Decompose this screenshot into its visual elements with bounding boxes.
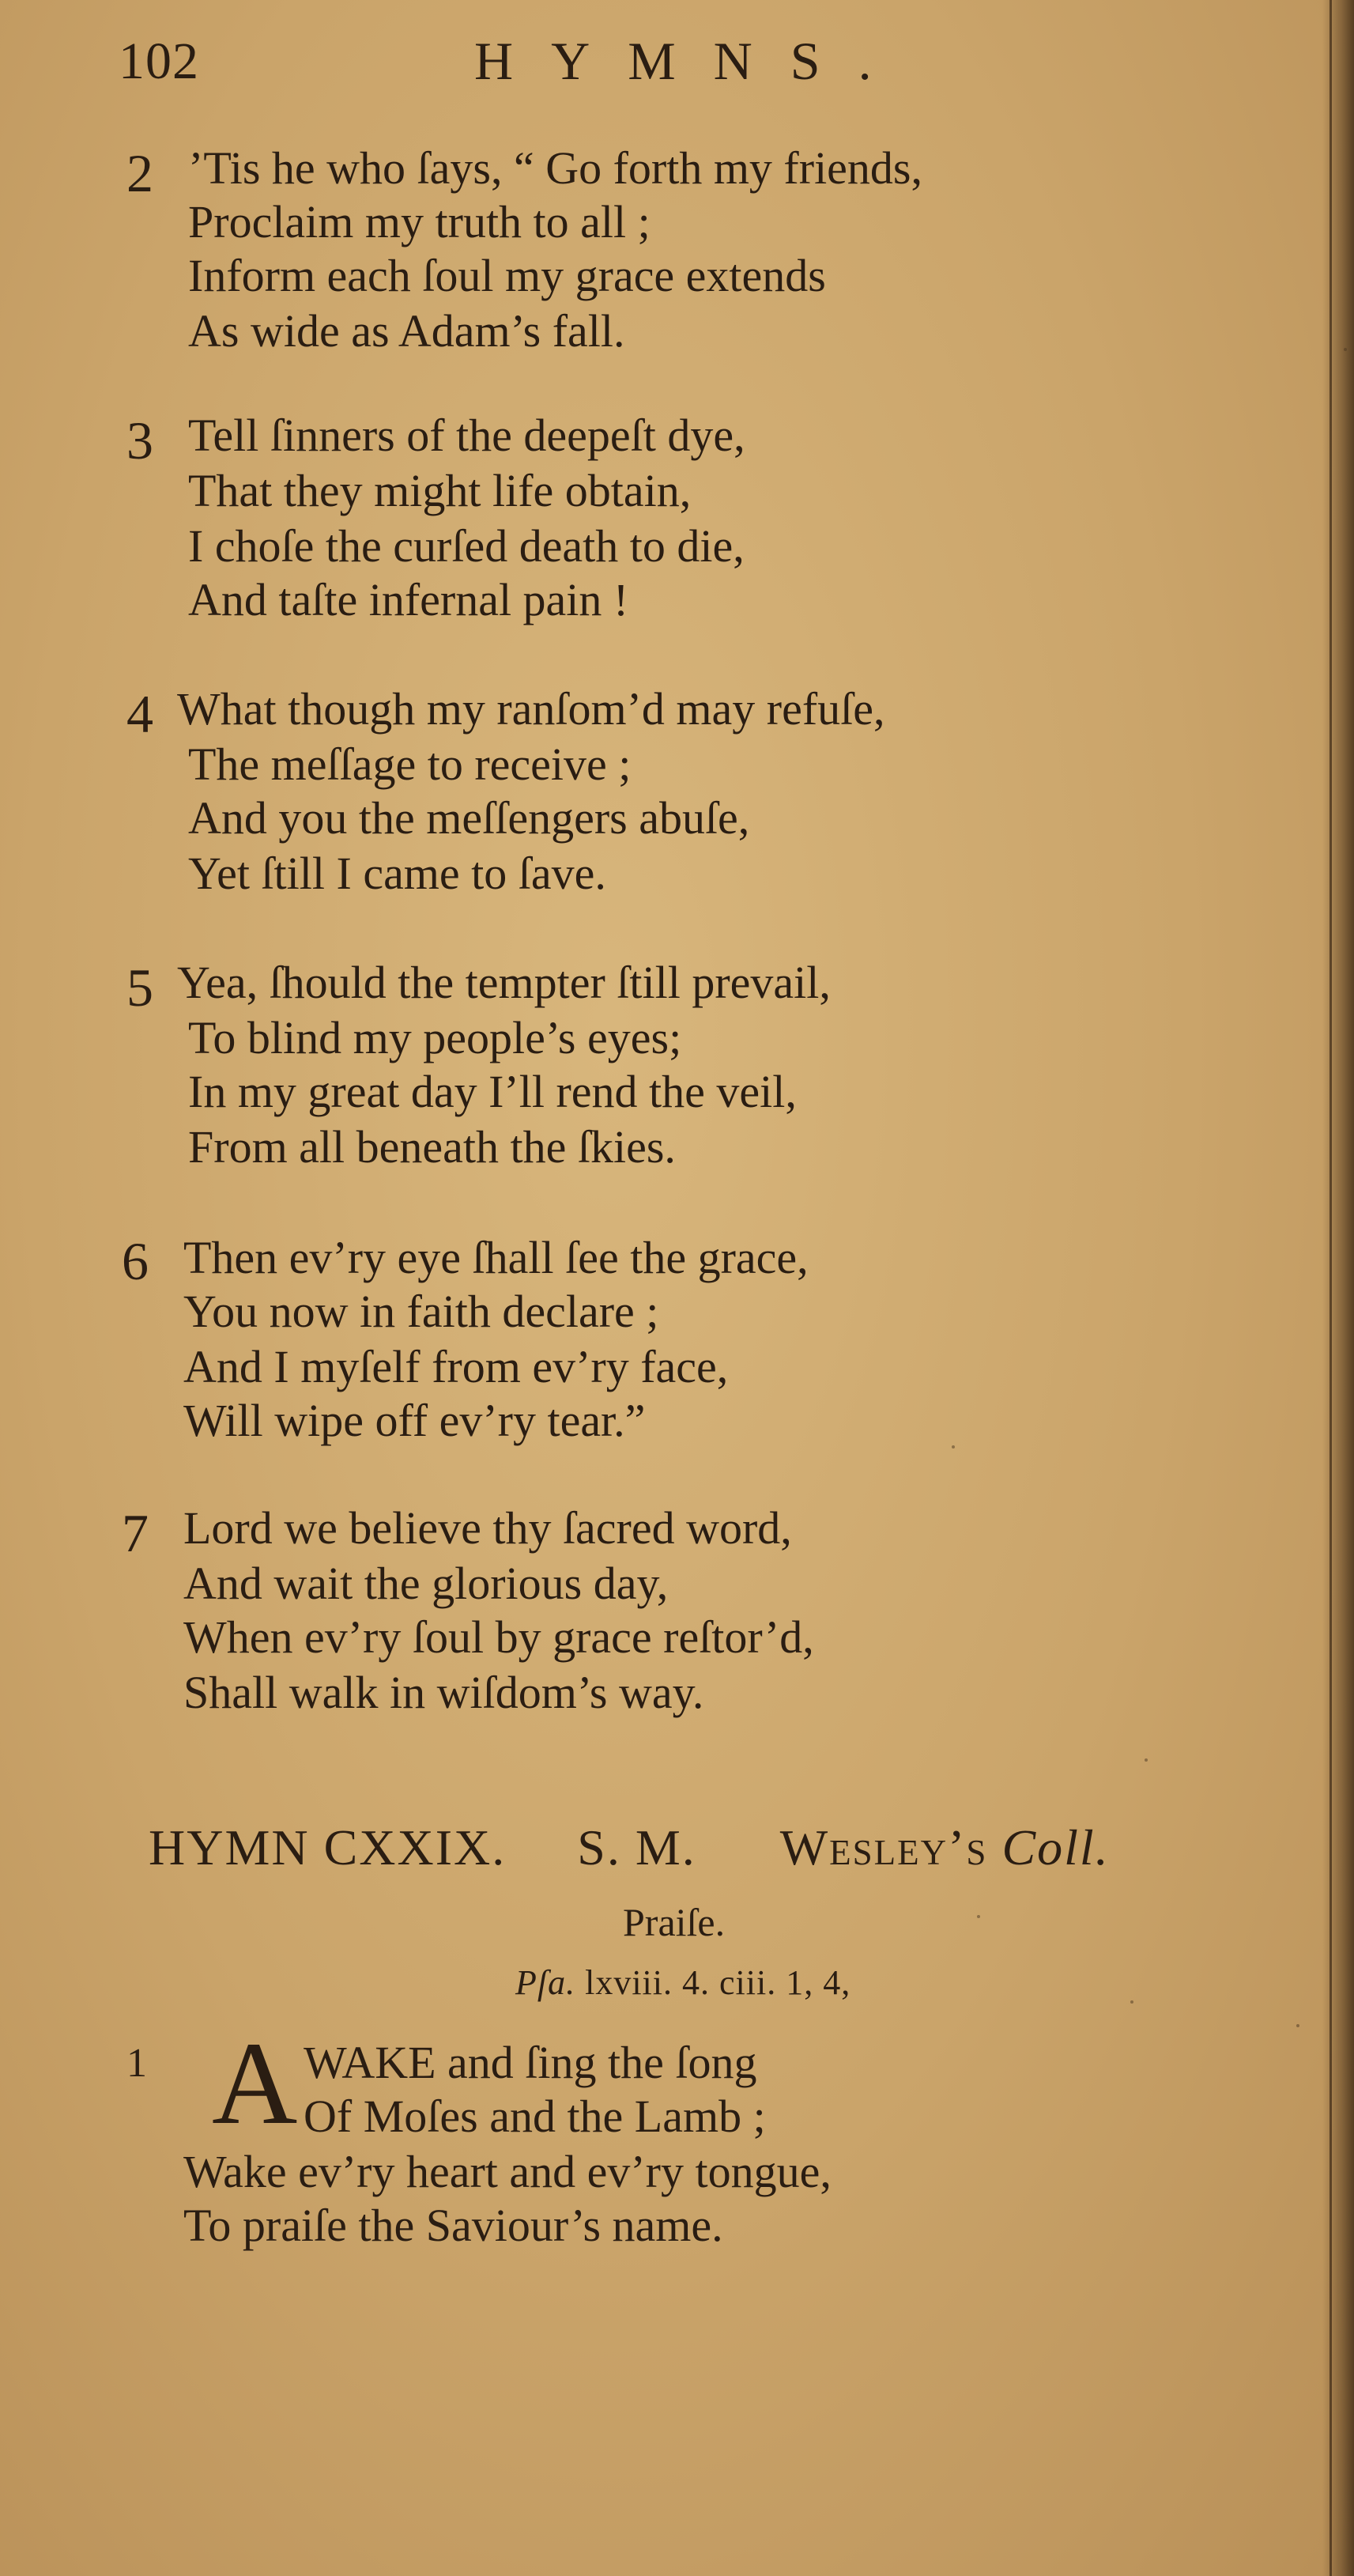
verse-line: Will wipe off ev’ry tear.” xyxy=(183,1395,646,1446)
verse-line: And you the meſſengers abuſe, xyxy=(188,792,750,844)
verse-line: WAKE and ſing the ſong xyxy=(304,2037,757,2088)
verse-line: And wait the glorious day, xyxy=(183,1558,669,1609)
stanza-number: 7 xyxy=(122,1503,149,1563)
page-gutter-line xyxy=(1329,0,1332,2576)
verse-line: The meſſage to receive ; xyxy=(188,738,632,790)
verse-line: That they might life obtain, xyxy=(188,465,692,516)
verse-line: Tell ſinners of the deepeſt dye, xyxy=(188,410,745,461)
stanza-number: 2 xyxy=(126,143,153,203)
verse-line: And taſte infernal pain ! xyxy=(188,574,629,625)
scripture-book: Pſa. xyxy=(515,1963,576,2002)
verse-line: ’Tis he who ſays, “ Go forth my friends, xyxy=(188,142,922,194)
hymn-source-abbrev: Coll. xyxy=(1001,1819,1110,1875)
stanza-number: 6 xyxy=(122,1231,149,1291)
verse-line: Then ev’ry eye ſhall ſee the grace, xyxy=(183,1232,809,1283)
page-edge-shadow xyxy=(1322,0,1354,2576)
scripture-refs: lxviii. 4. ciii. 1, 4, xyxy=(585,1963,851,2002)
hymn-number: HYMN CXXIX. xyxy=(149,1819,507,1875)
stanza-number: 5 xyxy=(126,958,153,1018)
verse-line: Yet ſtill I came to ſave. xyxy=(188,848,606,899)
verse-line: Inform each ſoul my grace extends xyxy=(188,250,826,301)
hymn-source: Wesley’s xyxy=(779,1819,988,1875)
hymn-heading xyxy=(149,1819,1110,1877)
verse-line: To praiſe the Saviour’s name. xyxy=(183,2200,723,2251)
verse-line: In my great day I’ll rend the veil, xyxy=(188,1066,797,1117)
verse-line: What though my ranſom’d may refuſe, xyxy=(177,683,885,735)
verse-line: You now in faith declare ; xyxy=(183,1286,659,1337)
drop-cap: A xyxy=(212,2018,298,2149)
verse-line: Of Moſes and the Lamb ; xyxy=(304,2091,766,2142)
verse-line: And I myſelf from ev’ry face, xyxy=(183,1341,729,1392)
verse-line: As wide as Adam’s fall. xyxy=(188,305,625,357)
page-number: 102 xyxy=(119,32,199,90)
stanza-number: 1 xyxy=(126,2041,147,2086)
verse-line: Proclaim my truth to all ; xyxy=(188,196,651,247)
verse-line: Wake ev’ry heart and ev’ry tongue, xyxy=(183,2146,832,2197)
hymn-meter: S. M. xyxy=(577,1819,696,1875)
verse-line: Lord we believe thy ſacred word, xyxy=(183,1502,792,1554)
verse-line: Yea, ſhould the tempter ſtill prevail, xyxy=(177,957,831,1008)
stanza-number: 4 xyxy=(126,684,153,744)
verse-line: From all beneath the ſkies. xyxy=(188,1121,676,1173)
verse-line: Shall walk in wiſdom’s way. xyxy=(183,1667,704,1718)
verse-line: When ev’ry ſoul by grace reſtor’d, xyxy=(183,1611,814,1663)
verse-line: To blind my people’s eyes; xyxy=(188,1012,682,1063)
hymn-subject: Praiſe. xyxy=(623,1900,726,1944)
stanza-number: 3 xyxy=(126,410,153,470)
running-title: HYMNS. xyxy=(474,31,910,91)
verse-line: I choſe the curſed death to die, xyxy=(188,520,745,572)
scripture-reference xyxy=(515,1962,850,2003)
